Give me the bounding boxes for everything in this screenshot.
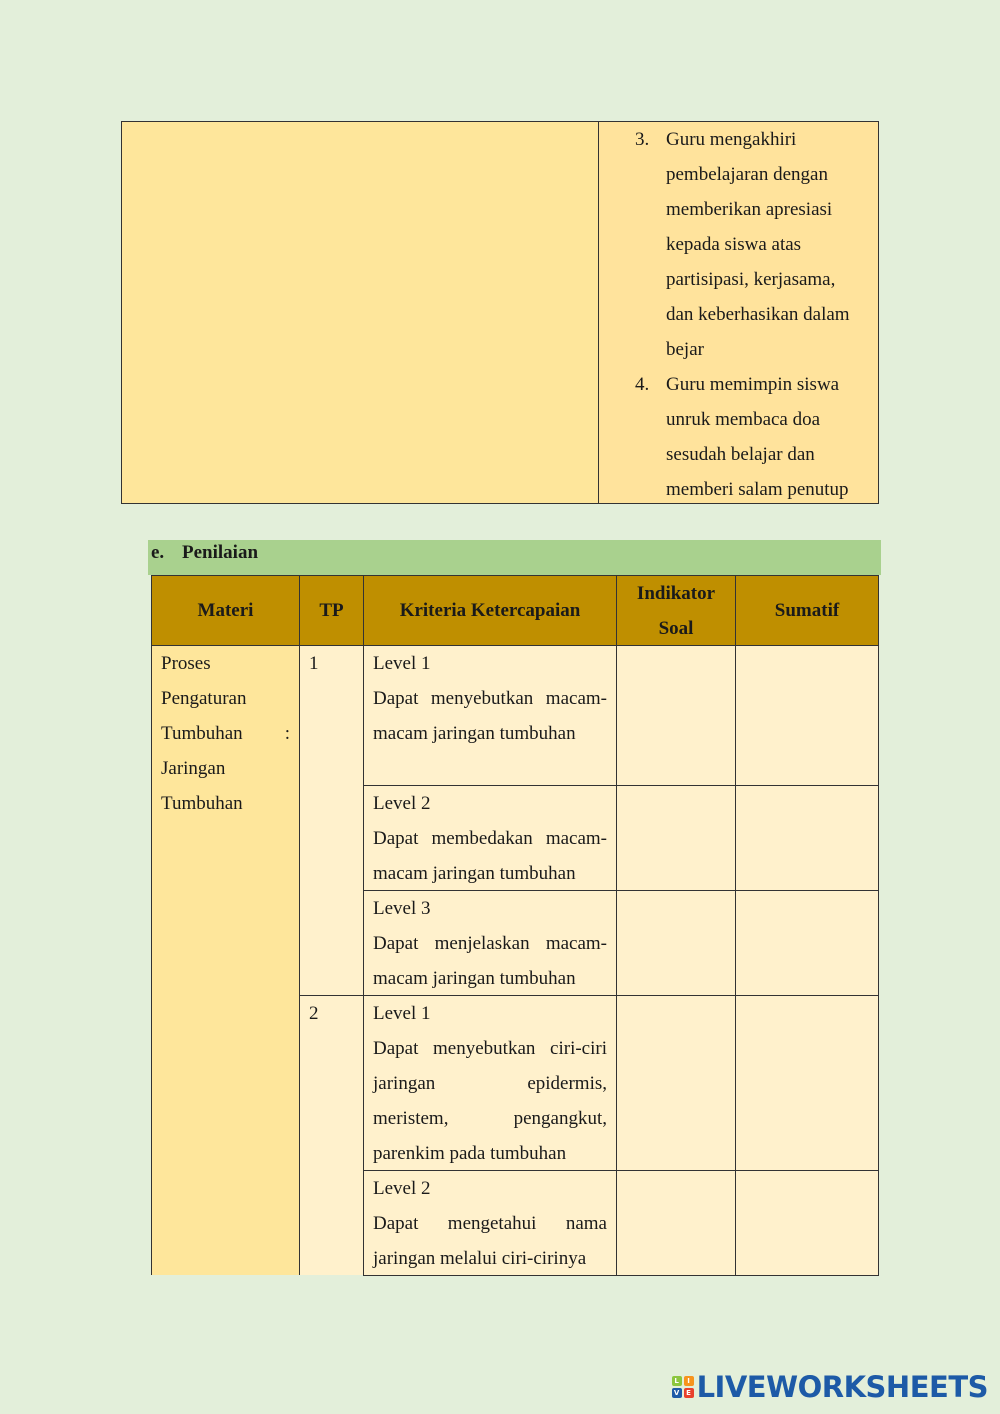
header-indikator-line: Indikator [636, 582, 716, 604]
step-line: memberi salam penutup [666, 479, 849, 500]
step-line: sesudah belajar dan [666, 444, 815, 465]
header-kriteria: Kriteria Ketercapaian [363, 575, 617, 646]
logo-block: V [672, 1388, 682, 1398]
kriteria-line: Dapat mengetahui nama [373, 1213, 607, 1234]
step-line: kepada siswa atas [666, 234, 802, 255]
materi-cell [151, 645, 300, 1275]
kriteria-cell [363, 645, 617, 786]
logo-block: E [684, 1388, 694, 1398]
indikator-cell [616, 645, 736, 786]
closing-steps-list [635, 122, 864, 507]
logo-blocks-icon [672, 1376, 694, 1398]
step-line: dan keberhasikan dalam [666, 304, 850, 325]
materi-line-justified [161, 716, 290, 751]
logo-block: L [672, 1376, 682, 1386]
activities-right-cell [599, 122, 878, 503]
materi-line: Proses [161, 653, 211, 674]
materi-colon: : [284, 723, 290, 744]
kriteria-line: Dapat menjelaskan macam- [373, 933, 607, 954]
sumatif-cell [735, 785, 879, 891]
kriteria-line: macam jaringan tumbuhan [373, 723, 576, 744]
closing-step [635, 367, 864, 507]
indikator-cell [616, 995, 736, 1171]
kriteria-level: Level 1 [373, 1003, 431, 1024]
kriteria-line: meristem, pengangkut, [373, 1108, 607, 1129]
header-materi: Materi [151, 575, 300, 646]
step-line: partisipasi, kerjasama, [666, 269, 836, 290]
tp-cell-2: 2 [299, 995, 364, 1275]
materi-line: Tumbuhan [161, 793, 243, 814]
materi-line: Jaringan [161, 758, 226, 779]
step-text [666, 367, 864, 507]
sumatif-cell [735, 995, 879, 1171]
step-line: Guru mengakhiri [666, 129, 797, 150]
step-line: unruk membaca doa [666, 409, 821, 430]
step-number: 4. [635, 374, 650, 395]
kriteria-level: Level 3 [373, 898, 431, 919]
materi-word: Tumbuhan [161, 723, 243, 744]
kriteria-cell [363, 1170, 617, 1276]
sumatif-cell [735, 645, 879, 786]
sumatif-cell [735, 890, 879, 996]
section-heading [148, 540, 881, 575]
activities-table [121, 121, 879, 504]
step-line: pembelajaran dengan [666, 164, 828, 185]
kriteria-cell [363, 995, 617, 1171]
kriteria-line: jaringan melalui ciri-cirinya [373, 1248, 587, 1269]
header-indikator-line: Soal [658, 617, 694, 639]
sumatif-cell [735, 1170, 879, 1276]
step-line: memberikan apresiasi [666, 199, 833, 220]
section-title: Penilaian [182, 542, 259, 563]
indikator-cell [616, 785, 736, 891]
kriteria-cell [363, 890, 617, 996]
kriteria-line: parenkim pada tumbuhan [373, 1143, 567, 1164]
tp-cell-1: 1 [299, 645, 364, 996]
kriteria-line: Dapat membedakan macam- [373, 828, 607, 849]
step-number: 3. [635, 129, 650, 150]
kriteria-line: Dapat menyebutkan ciri-ciri [373, 1038, 607, 1059]
indikator-cell [616, 890, 736, 996]
kriteria-line: macam jaringan tumbuhan [373, 863, 576, 884]
header-indikator [616, 575, 736, 646]
step-line: Guru memimpin siswa [666, 374, 840, 395]
indikator-cell [616, 1170, 736, 1276]
header-sumatif: Sumatif [735, 575, 879, 646]
kriteria-level: Level 2 [373, 1178, 431, 1199]
liveworksheets-logo[interactable] [672, 1370, 988, 1404]
header-tp: TP [299, 575, 364, 646]
logo-text: LIVEWORKSHEETS [696, 1370, 988, 1404]
materi-line: Pengaturan [161, 688, 247, 709]
kriteria-line: macam jaringan tumbuhan [373, 968, 576, 989]
kriteria-cell [363, 785, 617, 891]
kriteria-level: Level 1 [373, 653, 431, 674]
kriteria-line: jaringan epidermis, [373, 1073, 607, 1094]
kriteria-level: Level 2 [373, 793, 431, 814]
kriteria-line: Dapat menyebutkan macam- [373, 688, 607, 709]
activities-left-cell [122, 122, 599, 503]
closing-step [635, 122, 864, 367]
section-letter: e. [151, 542, 165, 563]
step-text [666, 122, 864, 367]
logo-block: I [684, 1376, 694, 1386]
step-line: bejar [666, 339, 704, 360]
